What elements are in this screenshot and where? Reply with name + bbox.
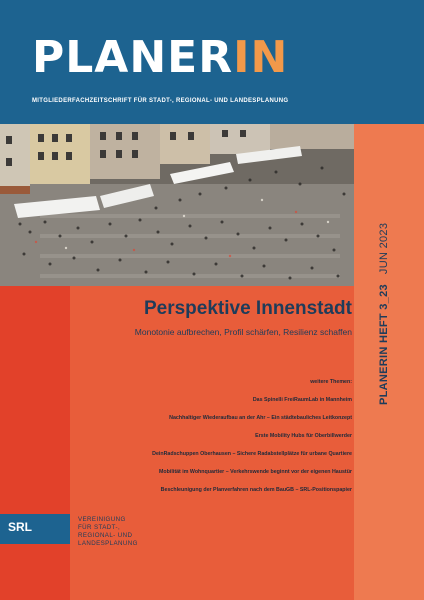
logo-main: PLANER [32,32,234,83]
topic-item: Das Spinelli FreiRaumLab in Mannheim [252,397,352,403]
srl-line: LANDESPLANUNG [78,540,138,547]
srl-line: VEREINIGUNG [78,516,126,523]
srl-description [78,516,138,548]
logo-accent: IN [233,32,289,83]
topics-list [80,378,352,504]
issue-number: PLANERIN HEFT 3_23 [378,284,390,405]
cover-title: Perspektive Innenstadt [143,298,352,319]
topics-heading: weitere Themen: [310,379,352,385]
magazine-subline: MITGLIEDERFACHZEITSCHRIFT FÜR STADT-, REGIONAL- UND LANDESPLANUNG [32,98,289,104]
issue-date: JUN 2023 [378,222,390,275]
issue-label [378,213,390,405]
topic-item: Erste Mobility Hubs für Oberbillwerder [255,433,352,439]
cover-photo [0,124,354,286]
topic-item: Nachhaltiger Wiederaufbau an der Ahr – Ein städtebauliches Leitkonzept [169,415,352,421]
srl-line: FÜR STADT-, [78,524,121,531]
srl-abbr: SRL [8,520,32,534]
left-side-panel [0,286,70,600]
topic-item: Beschleunigung der Planverfahren nach dem BauGB – SRL-Positionspapier [160,487,352,493]
srl-line: REGIONAL- UND [78,532,133,539]
topic-item: Mobilität im Wohnquartier – Verkehrswende beginnt vor der eigenen Haustür [159,469,352,475]
cover-subtitle: Monotonie aufbrechen, Profil schärfen, Resilienz schaffen [134,327,352,337]
topic-item: DeinRadschuppen Oberhausen – Sichere Radabstellplätze für urbane Quartiere [152,451,352,457]
magazine-logo [32,32,289,83]
